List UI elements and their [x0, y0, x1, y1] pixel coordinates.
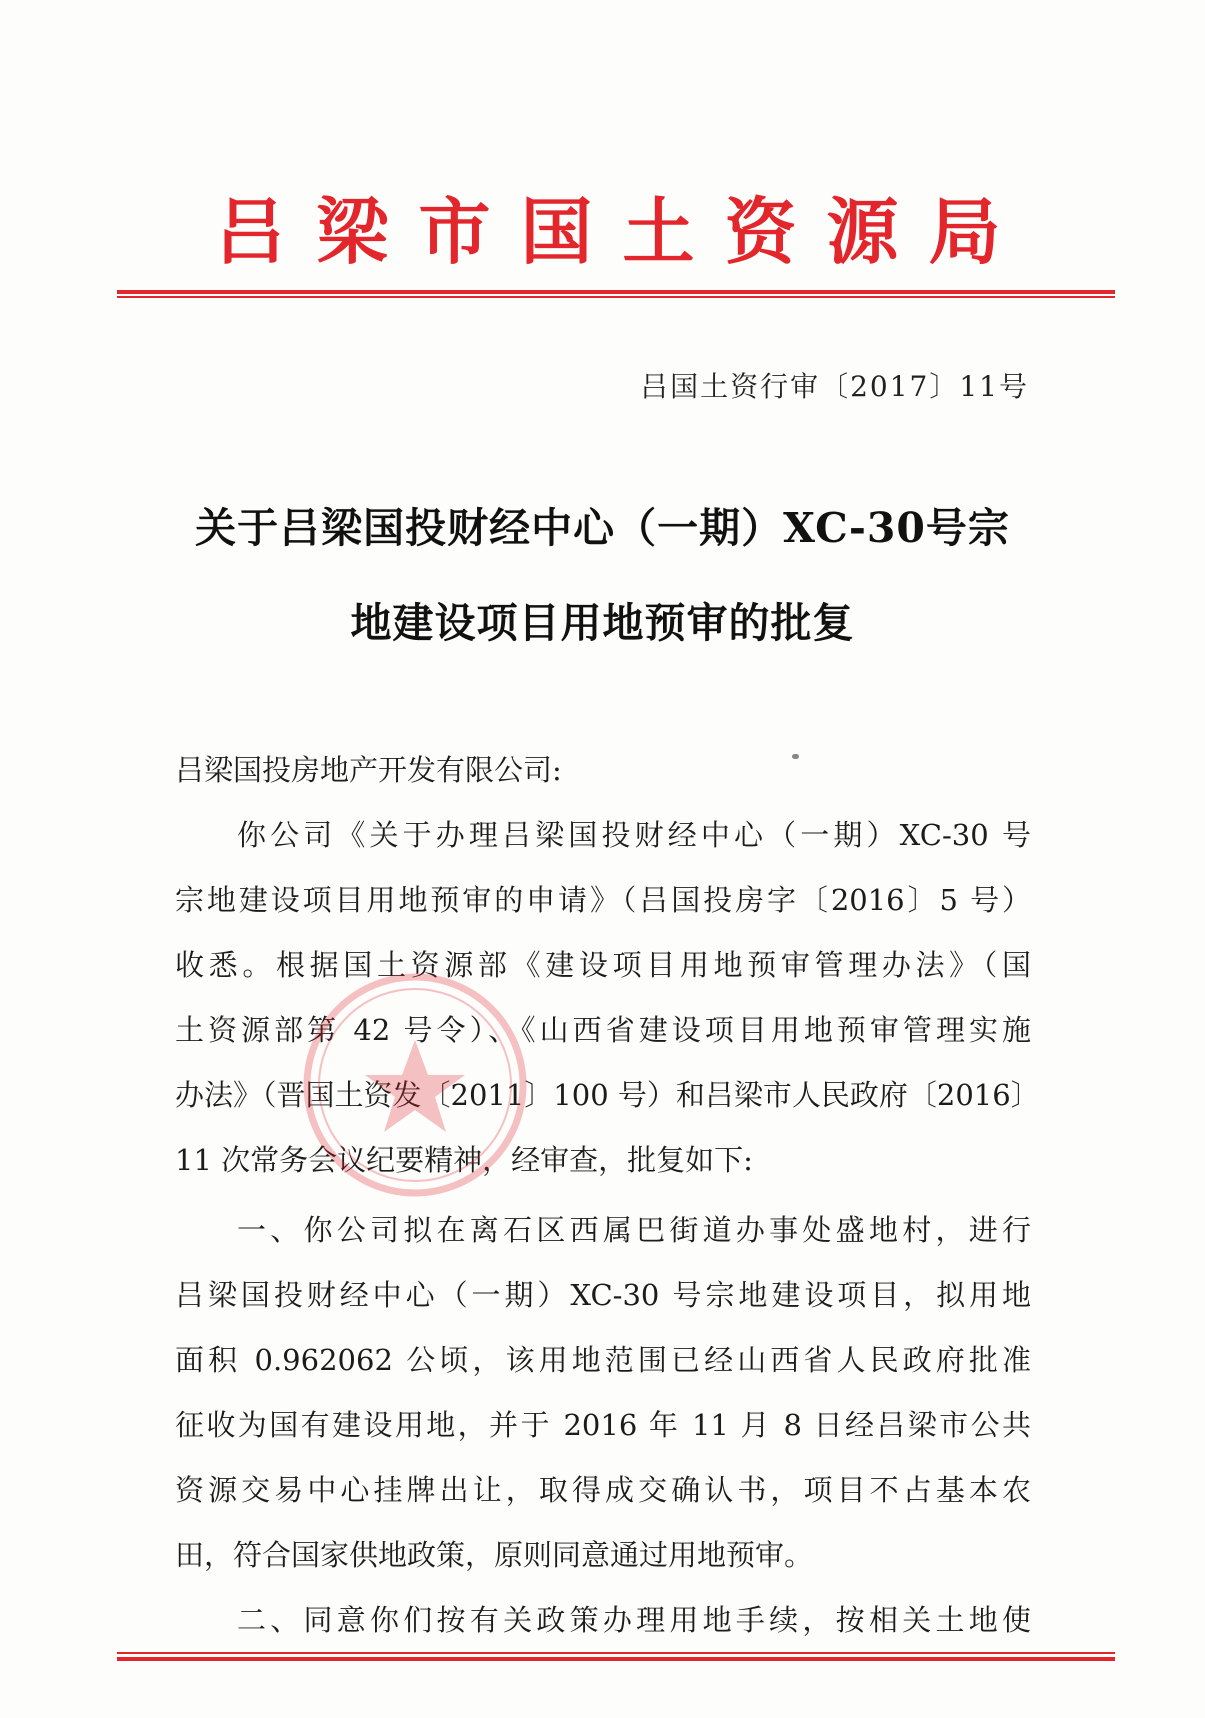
recipient: 吕梁国投房地产开发有限公司:	[175, 753, 562, 787]
bleed-through-text	[168, 318, 196, 358]
official-seal-icon	[300, 970, 530, 1200]
document-number: 吕国土资行审〔2017〕11号	[640, 370, 1029, 403]
body-line: 征收为国有建设用地，并于 2016 年 11 月 8 日经吕梁市公共	[175, 1408, 1031, 1442]
footer-rule-thick	[117, 1657, 1115, 1661]
paper-speck	[792, 754, 799, 759]
footer-rule	[117, 1652, 1115, 1654]
body-line: 吕梁国投财经中心（一期）XC-30 号宗地建设项目，拟用地	[175, 1278, 1031, 1312]
body-line: 一、你公司拟在离石区西属巴街道办事处盛地村，进行	[237, 1213, 1031, 1247]
agency-letterhead: 吕梁市国土资源局	[214, 189, 1031, 274]
document-title-line-1: 关于吕梁国投财经中心（一期）XC-30号宗	[195, 504, 1010, 552]
body-line: 二、同意你们按有关政策办理用地手续，按相关土地使	[237, 1603, 1031, 1637]
document-title-line-2: 地建设项目用地预审的批复	[350, 599, 855, 647]
body-line: 土资源部第 42 号令）、《山西省建设项目用地预审管理实施	[175, 1013, 1031, 1047]
letterhead-rule-thin	[117, 296, 1115, 298]
letterhead-rule	[117, 290, 1115, 294]
body-line: 资源交易中心挂牌出让，取得成交确认书，项目不占基本农	[175, 1473, 1031, 1507]
body-line: 田，符合国家供地政策，原则同意通过用地预审。	[175, 1538, 814, 1572]
body-line: 面积 0.962062 公顷，该用地范围已经山西省人民政府批准	[175, 1343, 1031, 1377]
body-line: 11 次常务会议纪要精神，经审查，批复如下:	[175, 1143, 753, 1177]
body-line: 收悉。根据国土资源部《建设项目用地预审管理办法》（国	[175, 948, 1031, 982]
body-line: 你公司《关于办理吕梁国投财经中心（一期）XC-30 号	[237, 818, 1031, 852]
body-line: 宗地建设项目用地预审的申请》（吕国投房字〔2016〕5 号）	[175, 883, 1031, 917]
body-line: 办法》（晋国土资发〔2011〕100 号）和吕梁市人民政府〔2016〕	[175, 1078, 1040, 1112]
